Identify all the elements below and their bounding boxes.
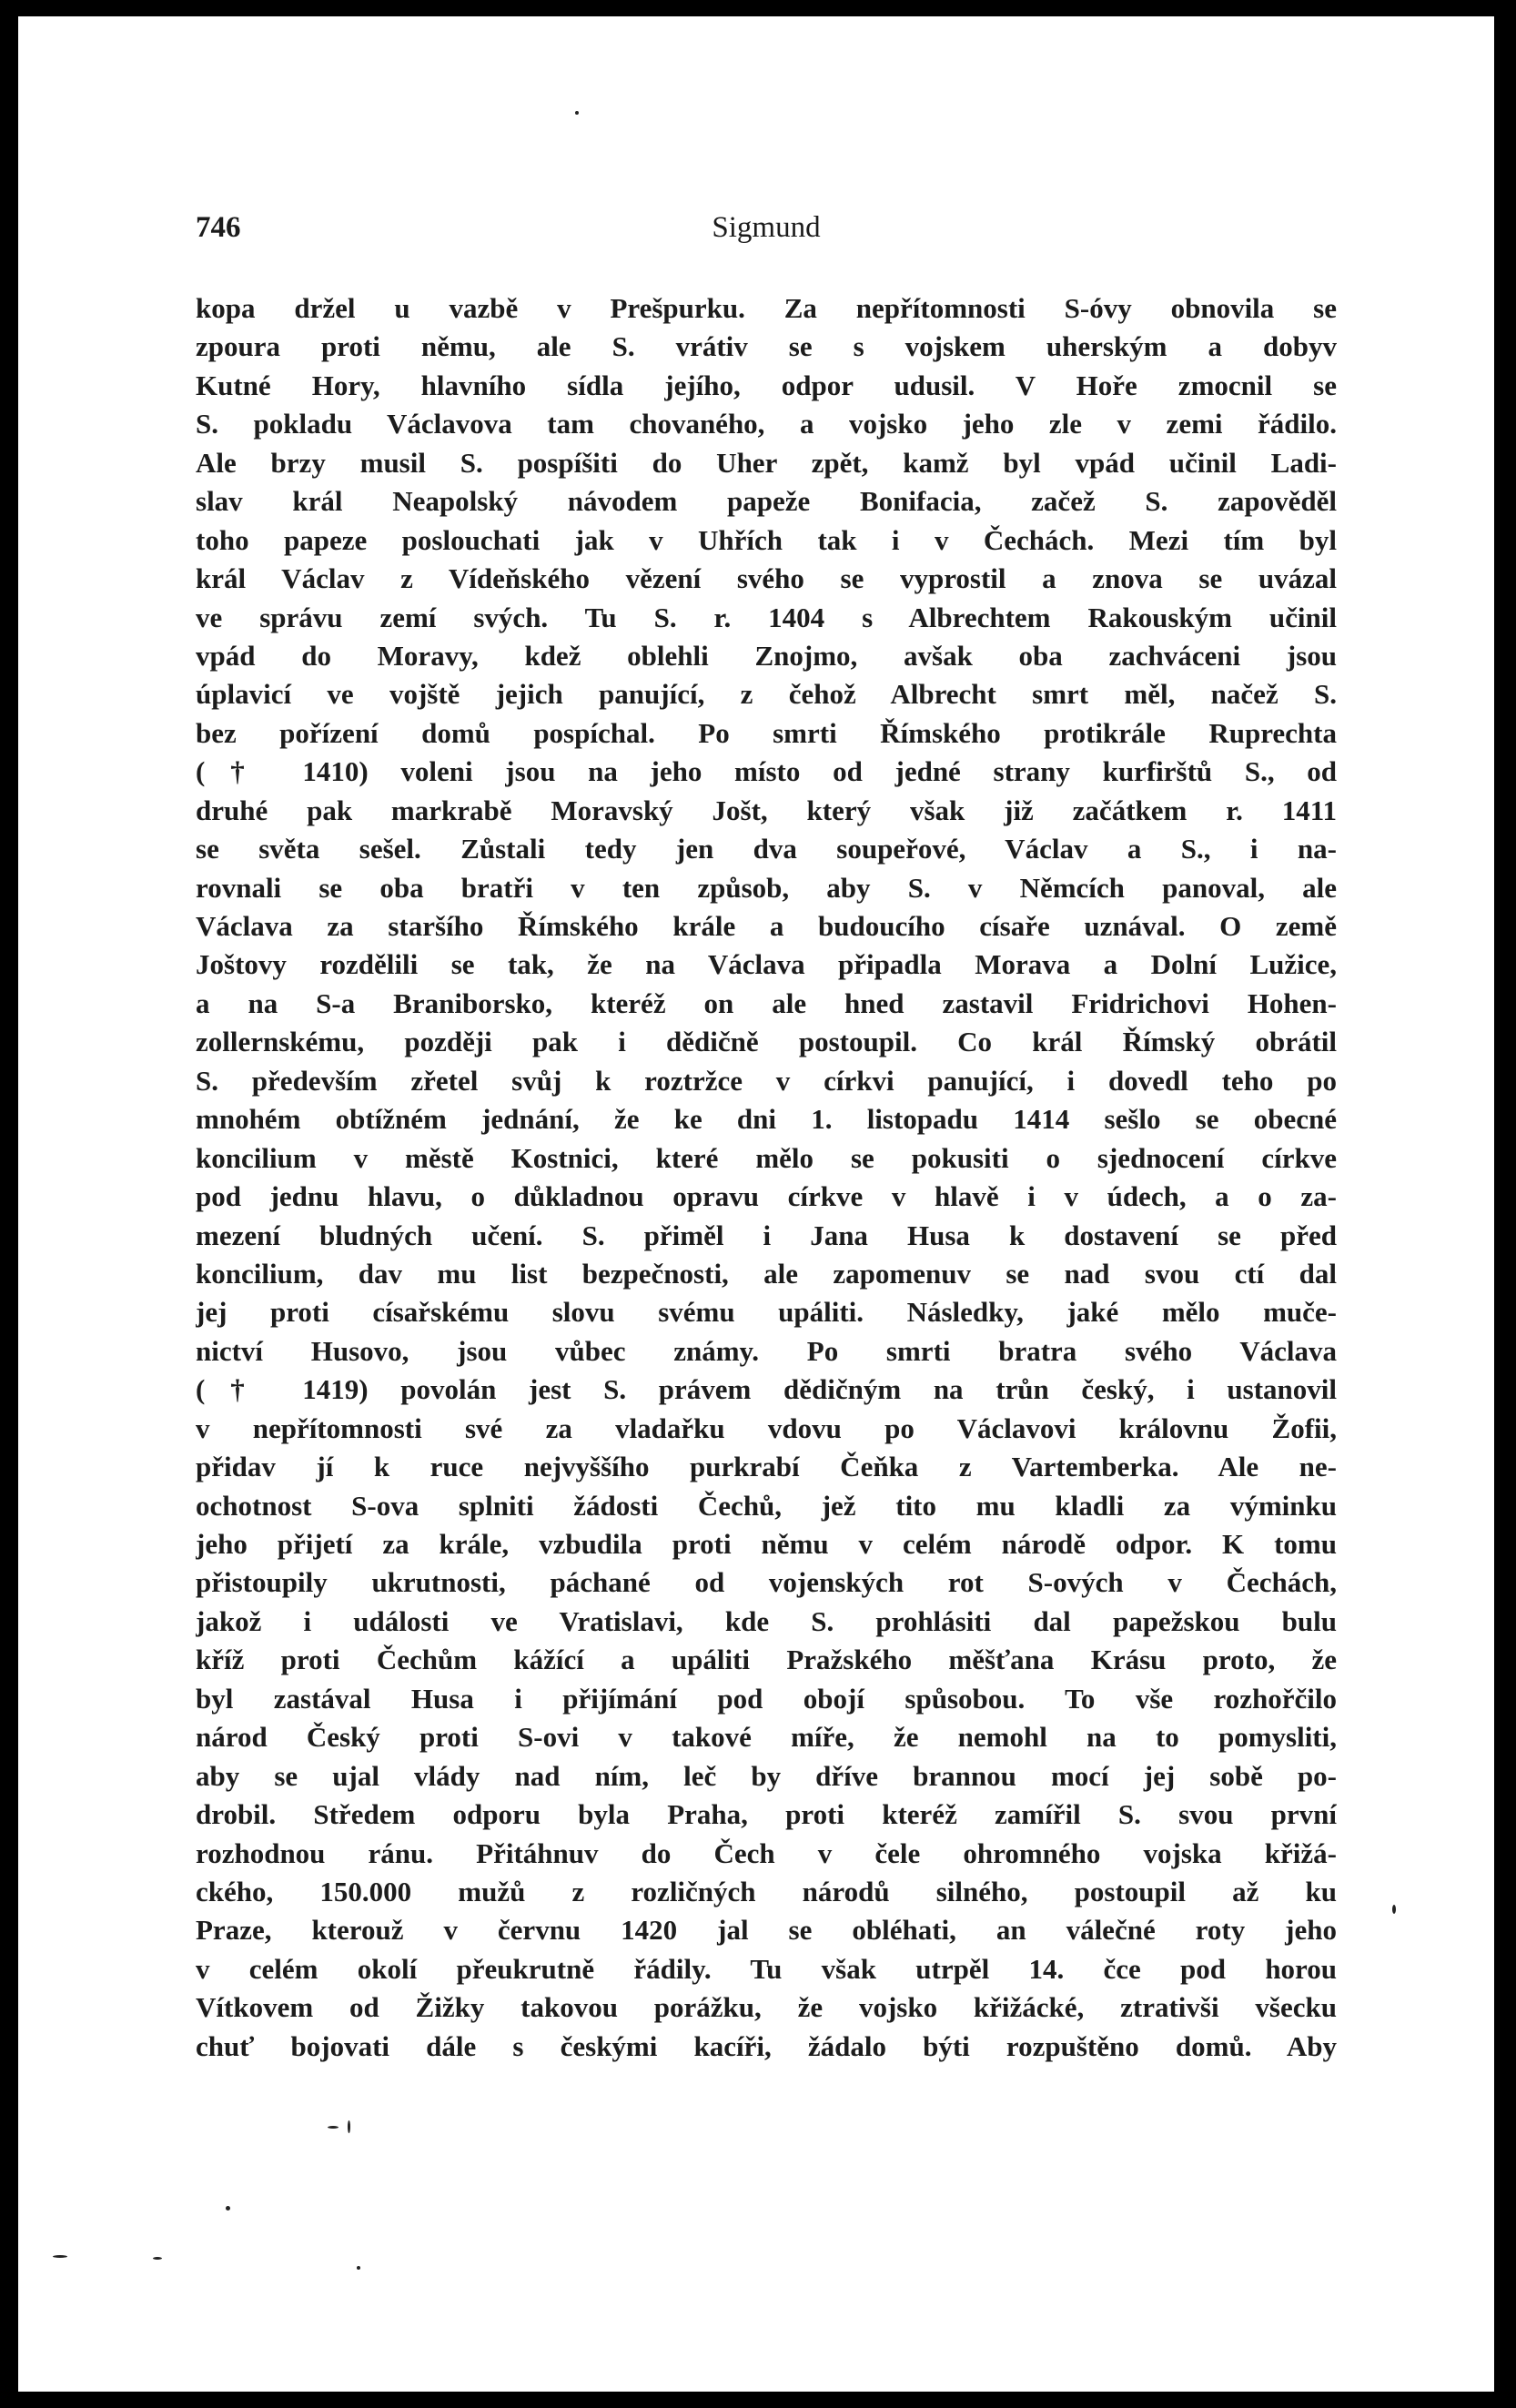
text-line: Kutné Hory, hlavního sídla jejího, odpor udusil. V Hoře zmocnil se [196,369,1337,401]
text-line: S. především zřetel svůj k roztržce v církvi panující, i dovedl teho po [196,1064,1337,1097]
text-line: ckého, 150.000 mužů z rozličných národů silného, postoupil až ku [196,1875,1337,1907]
text-line: národ Český proti S-ovi v takové míře, že nemohl na to pomysliti, [196,1721,1337,1754]
text-line: bez pořízení domů pospíchal. Po smrti Římského protikrále Ruprechta [196,716,1337,749]
scan-speck [348,2120,350,2133]
text-line: v nepřítomnosti své za vladařku vdovu po Václavovi královnu Žofii, [196,1411,1337,1444]
running-head: Sigmund [712,211,821,244]
text-line: aby se ujal vlády nad ním, leč by dříve brannou mocí jej sobě po- [196,1759,1337,1792]
text-line: († 1419) povolán jest S. právem dědičným na trůn český, i ustanovil [196,1373,1337,1406]
text-line: rovnali se oba bratři v ten způsob, aby S. v Němcích panoval, ale [196,871,1337,904]
text-line: přistoupily ukrutnosti, páchané od vojenských rot S-ových v Čechách, [196,1566,1337,1599]
text-line: a na S-a Braniborsko, kteréž on ale hned zastavil Fridrichovi Hohen- [196,986,1337,1019]
text-line: mezení bludných učení. S. přiměl i Jana Husa k dostavení se před [196,1219,1337,1251]
text-line: v celém okolí přeukrutně řádily. Tu však utrpěl 14. čce pod horou [196,1952,1337,1985]
scan-speck [328,2126,339,2129]
text-line: Václava za staršího Římského krále a budoucího císaře uznával. O země [196,910,1337,942]
text-line: se světa sešel. Zůstali tedy jen dva soupeřové, Václav a S., i na- [196,833,1337,865]
body-text [196,289,1337,2066]
text-line: vpád do Moravy, kdež oblehli Znojmo, avšak oba zachváceni jsou [196,639,1337,672]
text-line: ochotnost S-ova splniti žádosti Čechů, jež tito mu kladli za výminku [196,1489,1337,1522]
text-line: mnohém obtížném jednání, že ke dni 1. listopadu 1414 sešlo se obecné [196,1103,1337,1136]
text-line: drobil. Středem odporu byla Praha, proti kteréž zamířil S. svou první [196,1798,1337,1831]
text-line: pod jednu hlavu, o důkladnou opravu církve v hlavě i v údech, a o za- [196,1180,1337,1213]
text-line: byl zastával Husa i přijímání pod obojí spůsobou. To vše rozhořčilo [196,1682,1337,1715]
text-line: († 1410) voleni jsou na jeho místo od jedné strany kurfirštů S., od [196,755,1337,788]
page-header [196,211,1337,248]
scan-speck [1392,1905,1396,1914]
text-line: úplavicí ve vojště jejich panující, z čehož Albrecht smrt měl, načež S. [196,678,1337,711]
scan-speck [226,2206,230,2211]
text-line: jakož i události ve Vratislavi, kde S. prohlásiti dal papežskou bulu [196,1604,1337,1637]
scan-speck [53,2255,67,2258]
text-line: druhé pak markrabě Moravský Jošt, který však již začátkem r. 1411 [196,794,1337,826]
text-line: přidav jí k ruce nejvyššího purkrabí Čeňka z Vartemberka. Ale ne- [196,1451,1337,1483]
text-line: koncilium v městě Kostnici, které mělo se pokusiti o sjednocení církve [196,1141,1337,1174]
text-line: koncilium, dav mu list bezpečnosti, ale zapomenuv se nad svou ctí dal [196,1257,1337,1290]
text-line: ve správu zemí svých. Tu S. r. 1404 s Albrechtem Rakouským učinil [196,601,1337,633]
text-line: kopa držel u vazbě v Prešpurku. Za nepřítomnosti S-óvy obnovila se [196,292,1337,324]
text-line: zollernskému, později pak i dědičně postoupil. Co král Římský obrátil [196,1026,1337,1058]
text-line: jej proti císařskému slovu svému upáliti. Následky, jaké mělo muče- [196,1296,1337,1329]
page-number: 746 [196,211,241,244]
text-line: slav král Neapolský návodem papeže Bonifacia, začež S. zapověděl [196,485,1337,518]
page [18,16,1494,2392]
text-line: jeho přijetí za krále, vzbudila proti němu v celém národě odpor. K tomu [196,1528,1337,1560]
text-line: Praze, kterouž v červnu 1420 jal se obléhati, an válečné roty jeho [196,1914,1337,1947]
text-line: král Václav z Vídeňského vězení svého se vyprostil a znova se uvázal [196,562,1337,595]
text-line: Ale brzy musil S. pospíšiti do Uher zpět, kamž byl vpád učinil Ladi- [196,446,1337,479]
text-line: nictví Husovo, jsou vůbec známy. Po smrti bratra svého Václava [196,1334,1337,1367]
text-line: S. pokladu Václavova tam chovaného, a vojsko jeho zle v zemi řádilo. [196,408,1337,440]
scan-speck [575,111,579,115]
text-line: Joštovy rozdělili se tak, že na Václava připadla Morava a Dolní Lužice, [196,948,1337,981]
text-line: zpoura proti němu, ale S. vrátiv se s vojskem uherským a dobyv [196,330,1337,363]
scan-speck [357,2266,360,2270]
scan-speck [153,2257,162,2260]
text-line: rozhodnou ránu. Přitáhnuv do Čech v čele ohromného vojska křižá- [196,1836,1337,1869]
text-line: Vítkovem od Žižky takovou porážku, že vojsko křižácké, ztrativši všecku [196,1991,1337,2024]
text-line: kříž proti Čechům kážící a upáliti Pražského měšťana Krásu proto, že [196,1644,1337,1676]
text-line: chuť bojovati dále s českými kacíři, žádalo býti rozpuštěno domů. Aby [196,2029,1337,2062]
text-line: toho papeze poslouchati jak v Uhřích tak i v Čechách. Mezi tím byl [196,523,1337,556]
